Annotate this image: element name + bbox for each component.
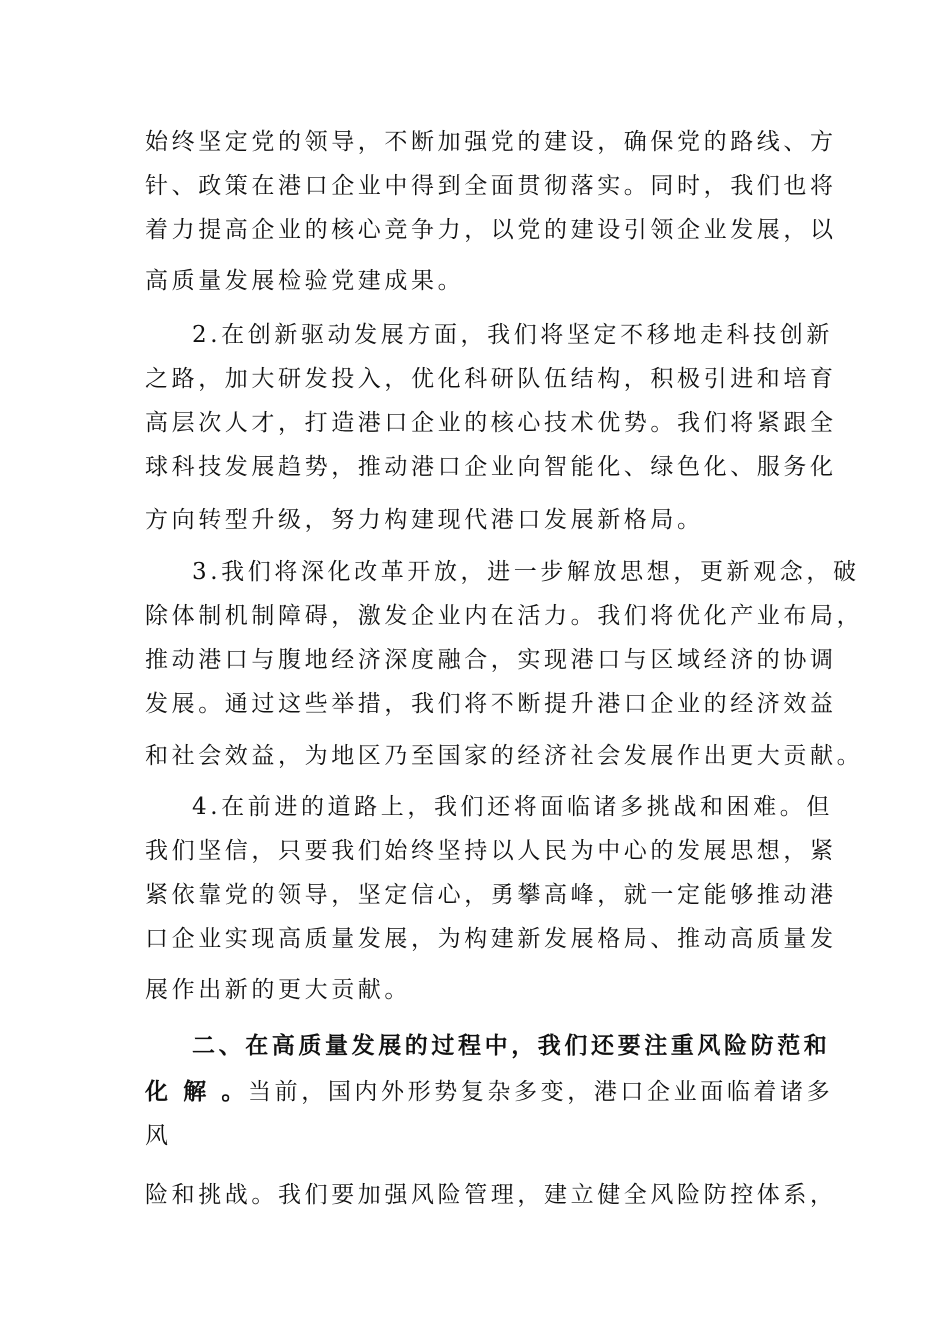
paragraph-line: 4.在前进的道路上，我们还将面临诸多挑战和困难。但 bbox=[192, 794, 833, 820]
paragraph-line: 高质量发展检验党建成果。 bbox=[145, 268, 465, 294]
section-body-text: 当前，国内外形势复杂多变，港口企业面临着诸多 bbox=[248, 1079, 834, 1105]
paragraph-line: 2.在创新驱动发展方面，我们将坚定不移地走科技创新 bbox=[192, 322, 833, 348]
paragraph-line: 除体制机制障碍，激发企业内在活力。我们将优化产业布局， bbox=[145, 603, 864, 629]
paragraph-line: 发展。通过这些举措，我们将不断提升港口企业的经济效益 bbox=[145, 691, 837, 717]
paragraph-line: 着力提高企业的核心竞争力，以党的建设引领企业发展，以 bbox=[145, 217, 837, 243]
paragraph-line: 推动港口与腹地经济深度融合，实现港口与区域经济的协调 bbox=[145, 647, 837, 673]
paragraph-line: 之路，加大研发投入，优化科研队伍结构，积极引进和培育 bbox=[145, 366, 837, 392]
paragraph-line: 口企业实现高质量发展，为构建新发展格局、推动高质量发 bbox=[145, 926, 837, 952]
section-heading-continuation bbox=[145, 1077, 833, 1107]
paragraph-line: 3.我们将深化改革开放，进一步解放思想，更新观念，破 bbox=[192, 559, 860, 585]
paragraph-line: 始终坚定党的领导，不断加强党的建设，确保党的路线、方 bbox=[145, 129, 837, 155]
orphan-character: 风 bbox=[145, 1123, 172, 1149]
paragraph-line: 方向转型升级，努力构建现代港口发展新格局。 bbox=[145, 507, 704, 533]
paragraph-line: 险和挑战。我们要加强风险管理，建立健全风险防控体系， bbox=[145, 1182, 837, 1208]
paragraph-line: 针、政策在港口企业中得到全面贯彻落实。同时，我们也将 bbox=[145, 173, 837, 199]
paragraph-line: 和社会效益，为地区乃至国家的经济社会发展作出更大贡献。 bbox=[145, 743, 864, 769]
section-heading-tail: 化 解 。 bbox=[145, 1079, 249, 1105]
paragraph-line: 展作出新的更大贡献。 bbox=[145, 977, 411, 1003]
section-heading: 二、在高质量发展的过程中，我们还要注重风险防范和 bbox=[192, 1033, 831, 1059]
paragraph-line: 紧依靠党的领导，坚定信心，勇攀高峰，就一定能够推动港 bbox=[145, 882, 837, 908]
paragraph-line: 高层次人才，打造港口企业的核心技术优势。我们将紧跟全 bbox=[145, 410, 837, 436]
paragraph-line: 球科技发展趋势，推动港口企业向智能化、绿色化、服务化 bbox=[145, 454, 837, 480]
paragraph-line: 我们坚信，只要我们始终坚持以人民为中心的发展思想，紧 bbox=[145, 838, 837, 864]
